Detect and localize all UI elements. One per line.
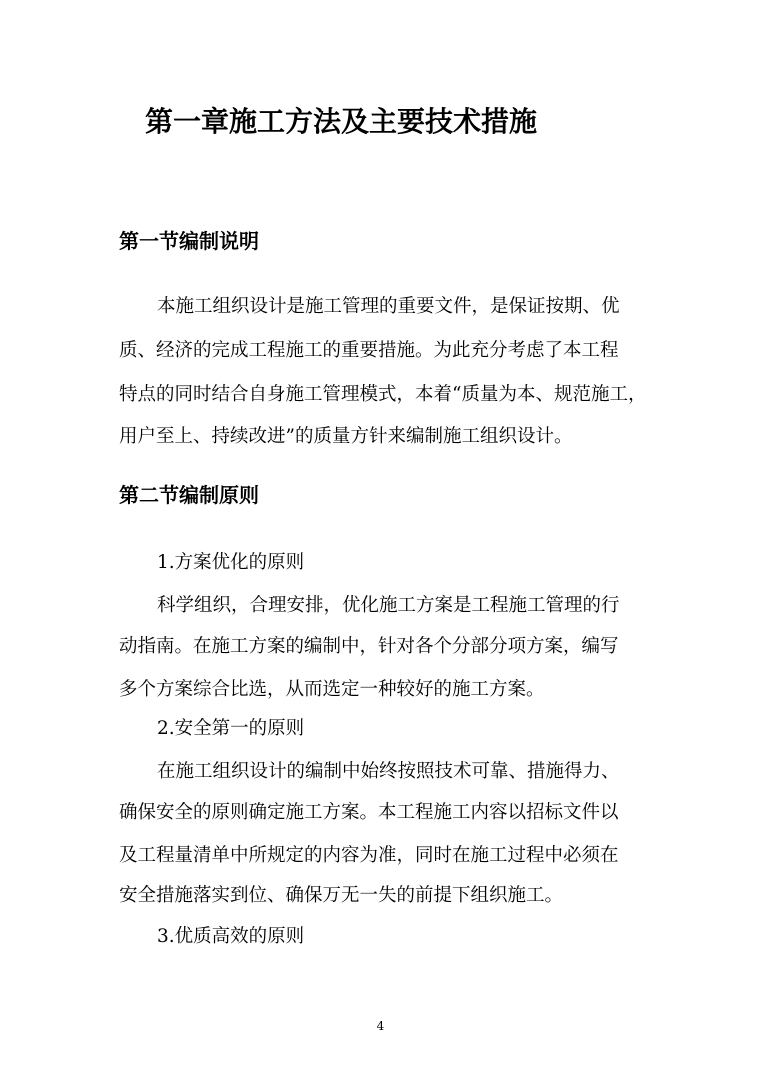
item3-title: 3.优质高效的原则 [157, 926, 305, 947]
item2-title: 2.安全第一的原则 [157, 718, 305, 739]
item1-line-1: 科学组织，合理安排，优化施工方案是工程施工管理的行 [157, 595, 620, 616]
page-number: 4 [376, 1019, 385, 1033]
section1-line-3: 特点的同时结合自身施工管理模式，本着“质量为本、规范施工， [119, 384, 647, 405]
item1-line-3: 多个方案综合比选，从而选定一种较好的施工方案。 [119, 679, 545, 700]
section1-line-4: 用户至上、持续改进”的质量方针来编制施工组织设计。 [119, 426, 573, 447]
item2-line-2: 确保安全的原则确定施工方案。本工程施工内容以招标文件以 [119, 802, 619, 823]
item2-line-1: 在施工组织设计的编制中始终按照技术可靠、措施得力、 [157, 761, 620, 782]
section-heading-1: 第一节编制说明 [119, 229, 259, 253]
section1-line-2: 质、经济的完成工程施工的重要措施。为此充分考虑了本工程 [119, 340, 619, 361]
section1-line-1: 本施工组织设计是施工管理的重要文件，是保证按期、优 [157, 296, 620, 317]
chapter-title: 第一章施工方法及主要技术措施 [145, 105, 538, 138]
item1-title: 1.方案优化的原则 [157, 552, 305, 573]
item2-line-3: 及工程量清单中所规定的内容为准，同时在施工过程中必须在 [119, 845, 619, 866]
item1-line-2: 动指南。在施工方案的编制中，针对各个分部分项方案，编写 [119, 636, 619, 657]
section-heading-2: 第二节编制原则 [119, 483, 259, 507]
item2-line-4: 安全措施落实到位、确保万无一失的前提下组织施工。 [119, 885, 564, 906]
